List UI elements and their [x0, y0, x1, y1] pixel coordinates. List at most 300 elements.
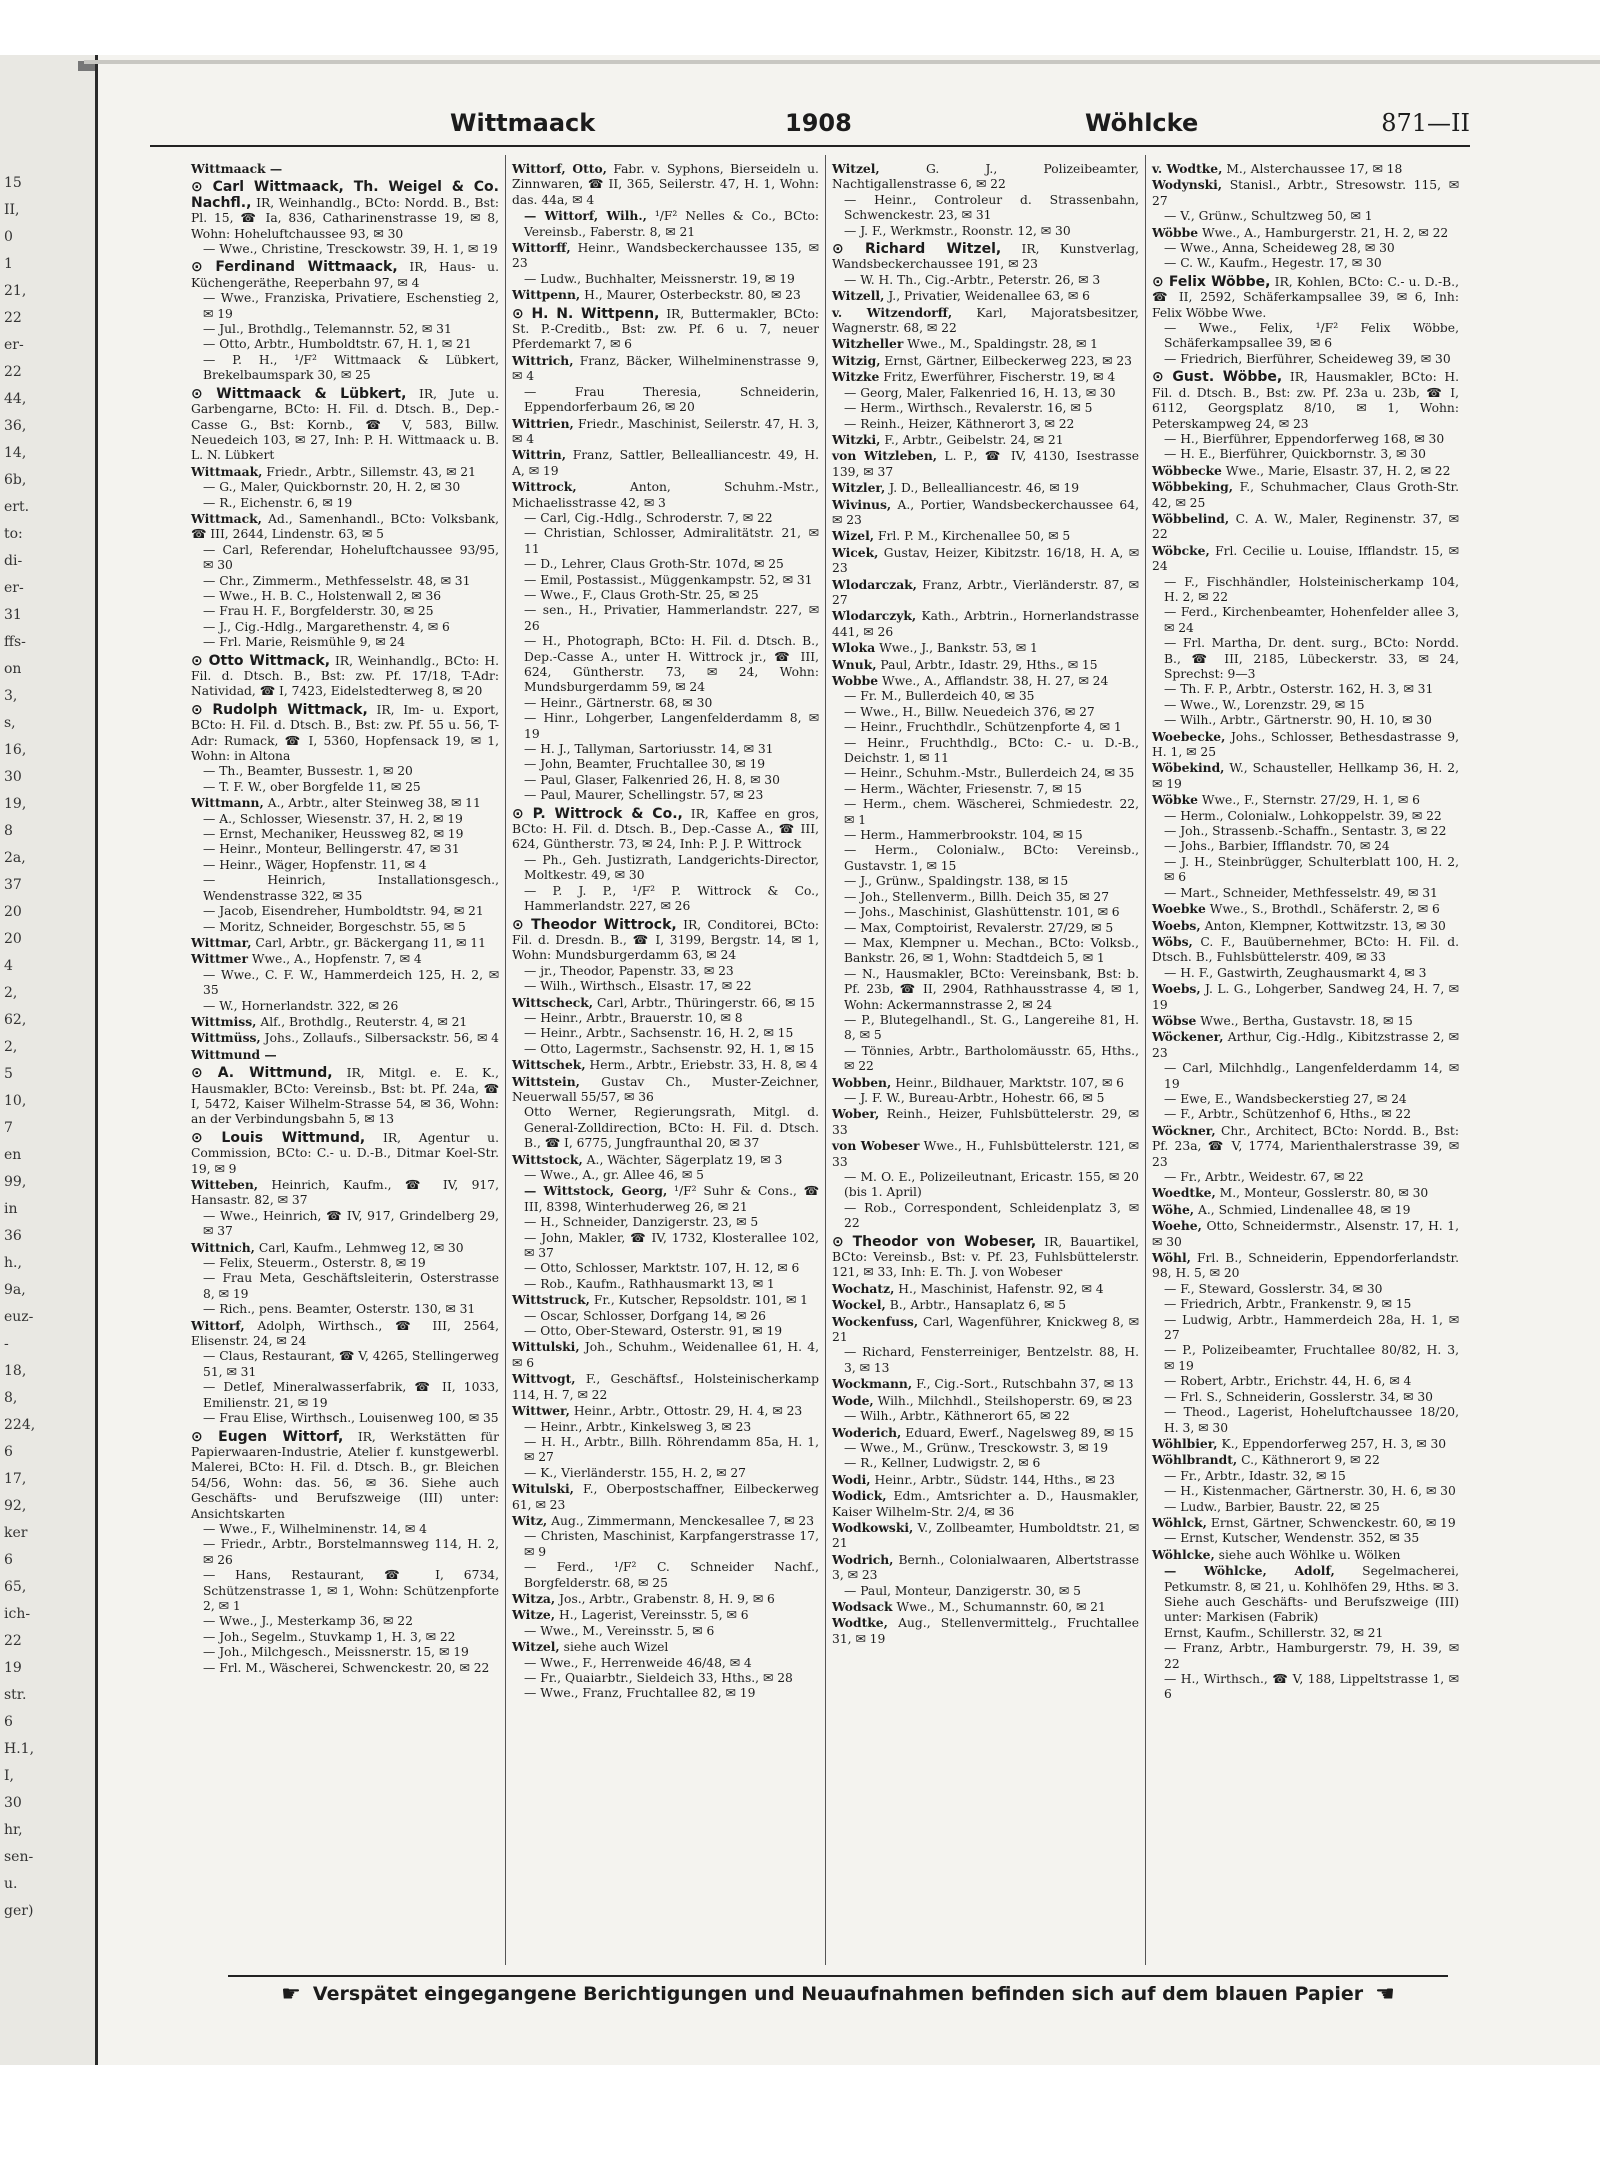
entry-name: Wittstock,: [512, 1151, 583, 1167]
margin-fragment: 224,: [4, 1417, 36, 1433]
entry-details: Eduard, Ewerf., Nagelsweg 89, ✉ 15: [905, 1425, 1134, 1440]
directory-entry: [512, 1026, 819, 1041]
entry-details: — jr., Theodor, Papenstr. 33, ✉ 23: [524, 963, 734, 978]
directory-column-4: [1145, 155, 1465, 1965]
directory-entry: [191, 574, 499, 589]
directory-entry: [191, 795, 499, 811]
entry-details: IR, Mitgl. e. E. K., Hausmakler, BCto: Vereinsb., Bst: bt. Pf. 24a, ☎ I, 5472, Kaiser Wilhelm-Strasse 54, ✉ 36, Wohn: an der Verbindungsbahn 5, ✉ 13: [191, 1066, 499, 1127]
directory-entry: [1152, 370, 1459, 432]
directory-entry: [191, 1047, 499, 1063]
entry-name: Wodick,: [832, 1488, 887, 1504]
entry-details: F., Schuhmacher, Claus Groth-Str. 42, ✉ 25: [1152, 480, 1459, 510]
margin-fragment: 0: [4, 229, 13, 245]
entry-name: Wittmaak,: [191, 463, 263, 479]
directory-entry: [512, 964, 819, 979]
entry-details: — Joh., Strassenb.-Schaffn., Sentastr. 3, ✉ 22: [1164, 824, 1447, 839]
entry-details: — Reinh., Heizer, Käthnerort 3, ✉ 22: [844, 416, 1075, 431]
entry-details: Fabr. v. Syphons, Bierseideln u. Zinnwaren, ☎ II, 365, Seilerstr. 47, H. 1, Wohn: das. 44a, ✉ 4: [512, 162, 819, 207]
entry-details: L. P., ☎ IV, 4130, Isestrasse 139, ✉ 37: [832, 449, 1139, 479]
entry-name: Wicek,: [832, 544, 879, 560]
directory-entry: [191, 1661, 499, 1676]
directory-entry: [832, 921, 1139, 936]
margin-fragment: 20: [4, 904, 22, 920]
margin-fragment: H.1,: [4, 1741, 35, 1757]
entry-details: Fr., Kutscher, Repsoldstr. 101, ✉ 1: [593, 1293, 809, 1308]
entry-details: — P. H., ¹/F² Wittmaack & Lübkert, Brekelbaumspark 30, ✉ 25: [203, 352, 499, 383]
directory-entry: [1152, 225, 1459, 241]
entry-details: IR, Buttermakler, BCto: St. P.-Creditb., Bst: zw. Pf. 6 u. 7, neuer Pferdemarkt 7, ✉ 6: [512, 306, 819, 352]
margin-fragment: 2,: [4, 1039, 18, 1055]
entry-details: — John, Makler, ☎ IV, 1732, Klosterallee 102, ✉ 37: [524, 1230, 819, 1261]
directory-entry: [1152, 1202, 1459, 1218]
entry-name: Wöhlcke,: [1152, 1546, 1215, 1562]
directory-entry: [191, 1131, 499, 1177]
entry-details: — Hans, Restaurant, ☎ I, 6734, Schützenstrasse 1, ✉ 1, Wohn: Schützenpforte 2, ✉ 1: [203, 1568, 499, 1613]
entry-details: — R., Kellner, Ludwigstr. 2, ✉ 6: [844, 1456, 1041, 1471]
directory-entry: [832, 1615, 1139, 1647]
entry-name: ⊙ Theodor Wittrock,: [512, 916, 677, 933]
entry-name: ⊙ Gust. Wöbbe,: [1152, 369, 1283, 386]
directory-entry: [191, 935, 499, 951]
entry-details: — Heinrich, Installationsgesch., Wendenstrasse 322, ✉ 35: [203, 873, 499, 903]
margin-fragment: 8: [4, 823, 13, 839]
entry-name: Wloka: [832, 640, 876, 656]
directory-entry: [1152, 1626, 1459, 1641]
directory-entry: [191, 1430, 499, 1522]
entry-details: Anton, Schuhm.-Mstr., Michaelisstrasse 42, ✉ 3: [512, 480, 819, 510]
directory-entry: [1152, 698, 1459, 713]
entry-details: — Moritz, Schneider, Borgeschstr. 55, ✉ 5: [203, 919, 466, 934]
directory-entry: [832, 936, 1139, 967]
directory-entry: [1152, 636, 1459, 682]
entry-name: Wöhlbrandt,: [1152, 1452, 1238, 1468]
entry-details: — Heinr., Gärtnerstr. 68, ✉ 30: [524, 695, 713, 710]
entry-details: — H. E., Bierführer, Quickbornstr. 3, ✉ 30: [1164, 447, 1426, 462]
entry-details: — Franz, Arbtr., Hamburgerstr. 79, H. 39, ✉ 22: [1164, 1641, 1459, 1671]
entry-name: Wittorf, Otto,: [512, 161, 607, 176]
margin-fragment: ert.: [4, 499, 30, 515]
directory-entry: [191, 1522, 499, 1537]
entry-details: — Frl. Martha, Dr. dent. surg., BCto: Nordd. B., ☎ III, 2185, Lübeckerstr. 33, ✉ 24, Sprechst: 9—3: [1164, 636, 1459, 681]
directory-entry: [1152, 543, 1459, 575]
directory-entry: [512, 1591, 819, 1607]
margin-fragment: ger): [4, 1903, 34, 1919]
entry-name: Wittvogt,: [512, 1371, 576, 1387]
margin-fragment: I,: [4, 1768, 14, 1784]
entry-name: Woedtke,: [1152, 1185, 1216, 1201]
entry-details: Heinr., Wandsbeckerchaussee 135, ✉ 23: [512, 241, 819, 271]
entry-details: Otto Werner, Regierungsrath, Mitgl. d. General-Zolldirection, BCto: H. Fil. d. Dtsch. B., ☎ I, 6775, Jungfraunthal 20, ✉ 37: [524, 1105, 819, 1151]
directory-entry: [512, 1168, 819, 1183]
directory-entry: [1152, 792, 1459, 808]
directory-entry: [191, 842, 499, 857]
directory-entry: [1152, 511, 1459, 543]
entry-details: Ad., Samenhandl., BCto: Volksbank, ☎ III, 2644, Lindenstr. 63, ✉ 5: [191, 511, 499, 542]
entry-details: — Frau Meta, Geschäftsleiterin, Osterstrasse 8, ✉ 19: [203, 1271, 499, 1301]
directory-entry: [512, 1560, 819, 1591]
entry-name: Wochatz,: [832, 1280, 895, 1296]
directory-entry: [832, 720, 1139, 735]
directory-entry: [832, 577, 1139, 609]
entry-details: — Wilh., Wirthsch., Elsastr. 17, ✉ 22: [524, 979, 752, 994]
directory-entry: [191, 1240, 499, 1256]
entry-details: — Ewe, E., Wandsbeckerstieg 27, ✉ 24: [1164, 1091, 1407, 1106]
entry-details: — D., Lehrer, Claus Groth-Str. 107d, ✉ 25: [524, 557, 784, 572]
entry-details: — Wwe., C. F. W., Hammerdeich 125, H. 2, ✉ 35: [203, 967, 499, 998]
entry-name: Witzig,: [832, 352, 881, 368]
entry-details: — A., Schlosser, Wiesenstr. 37, H. 2, ✉ 19: [203, 811, 463, 826]
directory-entry: [191, 1411, 499, 1426]
directory-entry: [512, 1607, 819, 1623]
directory-entry: [191, 242, 499, 257]
directory-entry: [832, 1075, 1139, 1091]
entry-details: C. A. W., Maler, Reginenstr. 37, ✉ 22: [1152, 511, 1459, 542]
directory-entry: [512, 711, 819, 742]
entry-name: Wöhe,: [1152, 1201, 1195, 1217]
entry-name: Wöbbecke: [1152, 462, 1222, 478]
entry-name: Wockenfuss,: [832, 1313, 919, 1329]
directory-entry: [1152, 1484, 1459, 1499]
directory-entry: [512, 742, 819, 757]
entry-details: — F., Arbtr., Schützenhof 6, Hths., ✉ 22: [1164, 1107, 1412, 1122]
directory-entry: [832, 1584, 1139, 1599]
margin-fragment: 19,: [4, 796, 27, 812]
entry-details: Joh., Schuhm., Weidenallee 61, H. 4, ✉ 6: [512, 1340, 819, 1370]
entry-details: — Ernst, Kutscher, Wendenstr. 352, ✉ 35: [1164, 1531, 1420, 1546]
directory-entry: [832, 1314, 1139, 1346]
margin-fragment: ker: [4, 1525, 28, 1541]
directory-entry: [191, 968, 499, 999]
entry-details: — K., Vierländerstr. 155, H. 2, ✉ 27: [524, 1465, 747, 1480]
directory-entry: [832, 1456, 1139, 1471]
entry-details: IR, Kohlen, BCto: C.- u. D.-B., ☎ II, 2592, Schäferkampsallee 39, ✉ 6, Inh: Felix Wöbbe Wwe.: [1152, 274, 1459, 320]
entry-name: Woebke: [1152, 901, 1206, 917]
entry-details: IR, Weinhandlg., BCto: Nordd. B., Bst: Pl. 15, ☎ Ia, 836, Catharinenstrasse 19, ✉ 8, Wohn: Hoheluftchaussee 93, ✉ 30: [191, 195, 499, 241]
entry-name: Wittpenn,: [512, 287, 581, 303]
directory-entry: [1152, 1107, 1459, 1122]
entry-details: — Th. F. P., Arbtr., Osterstr. 162, H. 3, ✉ 31: [1164, 682, 1434, 697]
directory-entry: [512, 757, 819, 772]
entry-details: C., Käthnerort 9, ✉ 22: [1241, 1453, 1380, 1468]
footer-text: Verspätet eingegangene Berichtigungen und Neuaufnahmen befinden sich auf dem blauen Papier: [312, 1983, 1364, 2005]
entry-details: — Wwe., M., Vereinsstr. 5, ✉ 6: [524, 1623, 715, 1638]
directory-entry: [1152, 1436, 1459, 1452]
directory-entry: [1152, 605, 1459, 636]
entry-details: — Heinr., Arbtr., Kinkelsweg 3, ✉ 23: [524, 1419, 752, 1434]
entry-details: Chr., Architect, BCto: Nordd. B., Bst: Pf. 23a, ☎ V, 1774, Marienthalerstrasse 39, ✉ 23: [1152, 1123, 1459, 1169]
entry-details: — Johs., Maschinist, Glashüttenstr. 101, ✉ 6: [844, 905, 1120, 920]
directory-entry: [1152, 1029, 1459, 1061]
entry-details: — Heinr., Fruchthdlg., BCto: C.- u. D.-B., Deichstr. 1, ✉ 11: [844, 735, 1139, 766]
entry-details: — Max, Klempner u. Mechan., BCto: Volksb., Bankstr. 26, ✉ 1, Wohn: Stadtdeich 5, ✉ 1: [844, 935, 1139, 966]
directory-entry: [1152, 479, 1459, 511]
directory-entry: [191, 291, 499, 322]
entry-details: Edm., Amtsrichter a. D., Hausmakler, Kaiser Wilhelm-Str. 2/4, ✉ 36: [832, 1489, 1139, 1519]
directory-entry: [1152, 161, 1459, 177]
entry-name: Wittstruck,: [512, 1292, 590, 1308]
directory-entry: [832, 967, 1139, 1013]
entry-details: — Emil, Postassist., Müggenkampstr. 52, ✉ 31: [524, 572, 813, 587]
directory-entry: [512, 788, 819, 803]
entry-details: Franz, Bäcker, Wilhelminenstrasse 9, ✉ 4: [512, 353, 819, 384]
entry-details: Wilh., Milchhdl., Steilshoperstr. 69, ✉ 23: [877, 1393, 1133, 1408]
entry-details: — Otto, Schlosser, Marktstr. 107, H. 12, ✉ 6: [524, 1261, 800, 1276]
directory-entry: [832, 874, 1139, 889]
directory-entry: [832, 608, 1139, 640]
directory-entry: [512, 979, 819, 994]
directory-entry: [1152, 1641, 1459, 1672]
entry-details: Frl. Cecilie u. Louise, Ifflandstr. 15, ✉ 24: [1152, 543, 1459, 574]
entry-name: Wöbbeking,: [1152, 479, 1234, 495]
entry-details: Heinr., Bildhauer, Marktstr. 107, ✉ 6: [895, 1075, 1124, 1090]
directory-entry: [512, 1339, 819, 1371]
entry-details: — Th., Beamter, Bussestr. 1, ✉ 20: [203, 764, 413, 779]
entry-name: Woebs,: [1152, 981, 1201, 997]
directory-entry: [1152, 760, 1459, 792]
entry-details: — Ludw., Barbier, Baustr. 22, ✉ 25: [1164, 1499, 1380, 1514]
entry-details: siehe auch Wöhlke u. Wölken: [1218, 1547, 1401, 1562]
entry-details: A., Arbtr., alter Steinweg 38, ✉ 11: [267, 796, 481, 811]
entry-details: Frl. P. M., Kirchenallee 50, ✉ 5: [877, 529, 1071, 544]
entry-details: IR, Jute u. Garbengarne, BCto: H. Fil. d. Dtsch. B., Dep.-Casse G., Bst: Kornb., ☎ V, 583, Billw. Neuedeich 103, ✉ 27, Inh: P. H. Wittmaack u. B. L. N. Lübkert: [191, 386, 499, 463]
entry-details: Aug., Stellenvermittelg., Fruchtallee 31, ✉ 19: [832, 1616, 1139, 1646]
entry-details: — Chr., Zimmerm., Methfesselstr. 48, ✉ 31: [203, 573, 471, 588]
entry-details: — C. W., Kaufm., Hegestr. 17, ✉ 30: [1164, 256, 1382, 271]
entry-details: — Wwe., H. B. C., Holstenwall 2, ✉ 36: [203, 588, 442, 603]
entry-details: — Heinr., Monteur, Bellingerstr. 47, ✉ 31: [203, 842, 460, 857]
entry-details: — R., Eichenstr. 6, ✉ 19: [203, 495, 353, 510]
directory-entry: [512, 1105, 819, 1151]
entry-name: von Wobeser: [832, 1138, 920, 1154]
entry-details: — Felix, Steuerm., Osterstr. 8, ✉ 19: [203, 1256, 426, 1271]
entry-details: — H., Schneider, Danzigerstr. 23, ✉ 5: [524, 1215, 759, 1230]
entry-name: Witzki,: [832, 431, 881, 447]
entry-details: Arthur, Cig.-Hdlg., Kibitzstrasse 2, ✉ 23: [1152, 1030, 1459, 1060]
entry-details: — Otto, Ober-Steward, Osterstr. 91, ✉ 19: [524, 1324, 783, 1339]
entry-details: — Heinr., Schuhm.-Mstr., Bullerdeich 24, ✉ 35: [844, 766, 1135, 781]
directory-entry: [832, 545, 1139, 577]
pointing-hand-left-icon: ☚: [1375, 1981, 1395, 2007]
entry-name: Wodi,: [832, 1471, 871, 1487]
directory-entry: [832, 766, 1139, 781]
entry-details: — Ferd., ¹/F² C. Schneider Nachf., Borgfelderstr. 68, ✉ 25: [524, 1560, 819, 1590]
directory-entry: [512, 1481, 819, 1513]
directory-entry: [191, 1630, 499, 1645]
entry-details: — Heinr., Arbtr., Sachsenstr. 16, H. 2, ✉ 15: [524, 1026, 794, 1041]
entry-details: — Rob., Correspondent, Schleidenplatz 3, ✉ 22: [844, 1200, 1139, 1231]
entry-name: Wittschek,: [512, 1057, 586, 1073]
directory-entry: [512, 161, 819, 208]
margin-fragment: ich-: [4, 1606, 31, 1622]
entry-name: — Wöhlcke, Adolf,: [1164, 1563, 1335, 1579]
entry-details: Herm., Arbtr., Eriebstr. 33, H. 8, ✉ 4: [589, 1058, 818, 1073]
entry-name: Wittwer,: [512, 1403, 570, 1419]
running-head-year: 1908: [785, 109, 852, 137]
margin-fragment: 19: [4, 1660, 22, 1676]
entry-name: Wöhlck,: [1152, 1514, 1207, 1530]
directory-entry: [512, 1513, 819, 1529]
entry-details: IR, Weinhandlg., BCto: H. Fil. d. Dtsch. B., Bst: zw. Pf. 17/18, T-Adr: Natividad, ☎ I, 7423, Eidelstedterweg 8, ✉ 20: [191, 653, 499, 699]
entry-details: Carl, Arbtr., Thüringerstr. 66, ✉ 15: [597, 995, 815, 1010]
directory-entry: [832, 1138, 1139, 1170]
entry-details: — Christian, Schlosser, Admiralitätstr. 21, ✉ 11: [524, 526, 819, 556]
directory-entry: [832, 705, 1139, 720]
entry-details: — J. H., Steinbrügger, Schulterblatt 100, H. 2, ✉ 6: [1164, 854, 1459, 885]
directory-entry: [832, 480, 1139, 496]
directory-entry: [512, 853, 819, 884]
entry-details: — Georg, Maler, Falkenried 16, H. 13, ✉ 30: [844, 385, 1116, 400]
entry-details: IR, Agentur u. Commission, BCto: C.- u. D.-B., Ditmar Koel-Str. 19, ✉ 9: [191, 1130, 499, 1176]
margin-fragment: hr,: [4, 1822, 23, 1838]
entry-details: — N., Hausmakler, BCto: Vereinsbank, Bst: b. Pf. 23b, ☎ II, 2904, Rathhausstrasse 4, ✉ 1, Wohn: Ackermannstrasse 2, ✉ 24: [844, 966, 1139, 1012]
directory-entry: [512, 573, 819, 588]
directory-entry: [191, 1256, 499, 1271]
directory-entry: [191, 543, 499, 574]
margin-fragment: er-: [4, 337, 24, 353]
directory-entry: [512, 1371, 819, 1403]
entry-details: — Theod., Lagerist, Hoheluftchaussee 18/20, H. 3, ✉ 30: [1164, 1405, 1459, 1435]
directory-entry: [1152, 901, 1459, 917]
entry-details: Kath., Arbtrin., Hornerlandstrasse 441, ✉ 26: [832, 609, 1139, 639]
margin-fragment: di-: [4, 553, 23, 569]
entry-details: A., Portier, Wandsbeckerchaussee 64, ✉ 23: [832, 497, 1139, 527]
entry-details: — Heinr., Wäger, Hopfenstr. 11, ✉ 4: [203, 857, 427, 872]
margin-fragment: 6b,: [4, 472, 27, 488]
directory-entry: [1152, 1374, 1459, 1389]
entry-details: Gustav, Heizer, Kibitzstr. 16/18, H. A, ✉ 23: [832, 545, 1139, 576]
directory-entry: [832, 890, 1139, 905]
entry-details: G. J., Polizeibeamter, Nachtigallenstrasse 6, ✉ 22: [832, 162, 1139, 192]
entry-details: Heinrich, Kaufm., ☎ IV, 917, Hansastr. 82, ✉ 37: [191, 1178, 499, 1208]
directory-entry: [832, 1425, 1139, 1441]
margin-fragment: 20: [4, 931, 22, 947]
entry-details: — Wwe., A., gr. Allee 46, ✉ 5: [524, 1168, 704, 1182]
directory-entry: [832, 1409, 1139, 1424]
directory-entry: [832, 843, 1139, 874]
directory-entry: [1152, 713, 1459, 728]
directory-entry: [1152, 575, 1459, 606]
entry-details: — P., Polizeibeamter, Fruchtallee 80/82, H. 3, ✉ 19: [1164, 1343, 1459, 1373]
directory-entry: [512, 1624, 819, 1639]
directory-entry: [191, 511, 499, 543]
directory-entry: [191, 920, 499, 935]
entry-name: Witzke: [832, 369, 880, 385]
entry-details: Reinh., Heizer, Fuhlsbüttelerstr. 29, ✉ 33: [832, 1107, 1139, 1137]
entry-name: ⊙ P. Wittrock & Co.,: [512, 805, 683, 822]
entry-details: — Rich., pens. Beamter, Osterstr. 130, ✉ 31: [203, 1302, 476, 1317]
entry-details: — Joh., Stellenverm., Billh. Deich 35, ✉ 27: [844, 889, 1110, 904]
entry-name: Wivinus,: [832, 496, 892, 512]
directory-entry: [1152, 275, 1459, 321]
entry-details: — Frau H. F., Borgfelderstr. 30, ✉ 25: [203, 604, 434, 619]
directory-entry: [832, 369, 1139, 385]
margin-fragment: 21,: [4, 283, 27, 299]
directory-entry: [832, 448, 1139, 480]
directory-entry: [832, 497, 1139, 529]
entry-details: — Frl. M., Wäscherei, Schwenckestr. 20, ✉ 22: [203, 1660, 490, 1675]
entry-details: — Frl. S., Schneiderin, Gosslerstr. 34, ✉ 30: [1164, 1389, 1433, 1404]
entry-details: — Wwe., Christine, Tresckowstr. 39, H. 1, ✉ 19: [203, 242, 498, 257]
directory-entry: [512, 1215, 819, 1230]
directory-column-1: [185, 155, 505, 1965]
margin-fragment: h.,: [4, 1255, 22, 1271]
entry-details: — W. H. Th., Cig.-Arbtr., Peterstr. 26, ✉ 3: [844, 272, 1101, 287]
margin-fragment: 18,: [4, 1363, 27, 1379]
entry-details: — Wwe., H., Billw. Neuedeich 376, ✉ 27: [844, 704, 1095, 719]
directory-entry: [191, 604, 499, 619]
margin-fragment: II,: [4, 202, 20, 218]
margin-fragment: 44,: [4, 391, 27, 407]
entry-details: — Ernst, Mechaniker, Heussweg 82, ✉ 19: [203, 827, 464, 842]
running-header: [150, 105, 1470, 147]
directory-entry: [191, 780, 499, 795]
directory-entry: [832, 305, 1139, 337]
entry-details: Heinr., Arbtr., Südstr. 144, Hths., ✉ 23: [874, 1472, 1115, 1487]
entry-details: — Rob., Kaufm., Rathhausmarkt 13, ✉ 1: [524, 1276, 775, 1291]
margin-fragment: str.: [4, 1687, 27, 1703]
entry-name: Wittmiss,: [191, 1013, 257, 1029]
entry-details: Paul, Arbtr., Idastr. 29, Hths., ✉ 15: [880, 657, 1098, 672]
entry-details: — Wwe., Anna, Scheideweg 28, ✉ 30: [1164, 241, 1395, 256]
directory-entry: [1152, 981, 1459, 1013]
directory-entry: [191, 1537, 499, 1568]
entry-details: — Oscar, Schlosser, Dorfgang 14, ✉ 26: [524, 1308, 766, 1323]
entry-details: Franz, Arbtr., Vierländerstr. 87, ✉ 27: [832, 577, 1139, 607]
entry-details: — Frl. Marie, Reismühle 9, ✉ 24: [203, 635, 406, 650]
page-top-edge: [84, 60, 1600, 64]
entry-name: ⊙ H. N. Wittpenn,: [512, 305, 660, 322]
entry-details: Aug., Zimmermann, Menckesallee 7, ✉ 23: [551, 1513, 815, 1528]
directory-entry: [832, 224, 1139, 239]
entry-details: — J., Grünw., Spaldingstr. 138, ✉ 15: [844, 874, 1069, 889]
entry-name: von Witzleben,: [832, 448, 938, 464]
directory-entry: [191, 999, 499, 1014]
entry-details: J., Privatier, Weidenallee 63, ✉ 6: [888, 289, 1090, 304]
entry-name: — Wittstock, Georg,: [524, 1183, 668, 1199]
directory-entry: [512, 557, 819, 572]
entry-details: K., Eppendorferweg 257, H. 3, ✉ 30: [1221, 1436, 1447, 1451]
directory-entry: [191, 1349, 499, 1380]
entry-name: Wöbs,: [1152, 933, 1193, 949]
entry-details: Wwe., M., Spaldingstr. 28, ✉ 1: [907, 337, 1099, 352]
directory-entry: [512, 634, 819, 696]
entry-details: — Christen, Maschinist, Karpfangerstrasse 17, ✉ 9: [524, 1529, 819, 1559]
entry-name: Wittscheck,: [512, 994, 594, 1010]
directory-entry: [512, 526, 819, 557]
margin-fragment: en: [4, 1147, 22, 1163]
directory-entry: [512, 1529, 819, 1560]
entry-details: — Friedrich, Arbtr., Frankenstr. 9, ✉ 15: [1164, 1297, 1412, 1312]
directory-entry: [512, 416, 819, 448]
entry-details: Anton, Klempner, Kottwitzstr. 13, ✉ 30: [1204, 918, 1446, 933]
directory-entry: [832, 1170, 1139, 1201]
entry-details: — J., Cig.-Hdlg., Margarethenstr. 4, ✉ 6: [203, 619, 450, 634]
margin-fragment: 10,: [4, 1093, 27, 1109]
margin-fragment: 22: [4, 1633, 22, 1649]
entry-name: Wobbe: [832, 673, 879, 688]
directory-entry: [1152, 1250, 1459, 1282]
entry-name: — Wittorf, Wilh.,: [524, 208, 647, 224]
directory-entry: [191, 322, 499, 337]
entry-name: ⊙ Ferdinand Wittmaack,: [191, 259, 398, 276]
entry-details: — John, Beamter, Fruchtallee 30, ✉ 19: [524, 757, 766, 772]
running-head-right: Wöhlcke: [1085, 109, 1199, 137]
entry-name: Witzell,: [832, 288, 885, 304]
entry-details: — Wilh., Arbtr., Gärtnerstr. 90, H. 10, ✉ 30: [1164, 713, 1432, 728]
entry-name: Witzel,: [832, 161, 880, 176]
entry-details: ¹/F² Suhr & Cons., ☎ III, 8398, Winterhuderweg 26, ✉ 21: [524, 1184, 819, 1214]
entry-name: Wöckner,: [1152, 1122, 1216, 1138]
